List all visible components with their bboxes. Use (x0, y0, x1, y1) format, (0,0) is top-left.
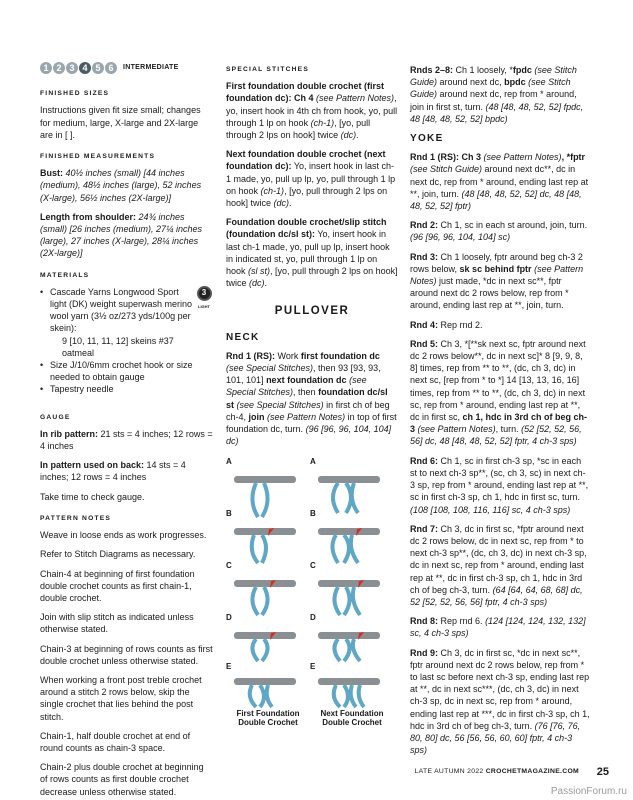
neck-rnds-2-8: Rnds 2–8: Ch 1 loosely, *fpdc (see Stitch Guide) around next dc, bpdc (see Stitch Guide) around next dc, rep from * around, join in first st, turn. (48 [48, 48, 52, 52] fpdc, 48 [48, 48, 52, 52] bpdc) (410, 65, 584, 124)
yoke-heading: YOKE (410, 133, 444, 145)
skill-dot: 5 (92, 62, 104, 74)
diagram-left-e (234, 678, 296, 707)
skill-dot: 1 (40, 62, 52, 74)
special-stitches-heading: SPECIAL STITCHES (226, 66, 309, 73)
diagram-letter: D (310, 613, 316, 623)
footer-issue: LATE AUTUMN 2022 CROCHETMAGAZINE.COM (414, 768, 579, 775)
skill-level (40, 62, 213, 74)
left-column (40, 64, 213, 800)
middle-column (226, 64, 398, 730)
diagram-letter: B (310, 509, 316, 519)
diagram-right-e (318, 678, 380, 707)
stitch-diagrams (226, 456, 398, 726)
length-measure: Length from shoulder: 24¾ inches (small) [26 inches (medium), 27¼ inches (large), 27 inches (X-large), 28¼ inches (2X-large)] (40, 211, 203, 259)
gauge-check: Take time to check gauge. (40, 491, 145, 502)
diagram-letter: C (226, 561, 232, 571)
yarn-weight-icon: 3 LIGHT (195, 286, 213, 310)
diagram-right-c (318, 580, 380, 615)
caption-next-foundation: Double Crochet (322, 718, 382, 727)
finished-sizes-text: Instructions given fit size small; changes for medium, large, X-large and 2X-large are in [ ]. (40, 105, 201, 140)
material-item: • Size J/10/6mm crochet hook or size needed to obtain gauge (40, 359, 193, 383)
bust-measure: Bust: 40½ inches (small) [44 inches (medium), 48½ inches (large), 52 inches (X-large), 56½ inches (2X-large)] (40, 168, 202, 203)
diagram-letter: A (310, 457, 316, 467)
finished-sizes-heading: FINISHED SIZES (40, 90, 110, 98)
yoke-rnd-2: Rnd 2: Ch 1, sc in each st around, join, turn. (96 [96, 96, 104, 104] sc) (410, 220, 588, 243)
material-item: • Tapestry needle (40, 383, 193, 395)
watermark: PassionForum.ru (550, 786, 627, 797)
diagram-left-c (234, 580, 296, 615)
pattern-note: Chain-1, half double crochet at end of round counts as chain-3 space. (40, 730, 191, 753)
special-stitch-2: Next foundation double crochet (next foundation dc): Yo, insert hook in last ch-1 made, yo, pull up lp, yo, pull through 1 lp on hook (ch-1), [yo, pull through 2 lps on hook] twice (dc). (226, 149, 396, 209)
gauge-heading: GAUGE (40, 413, 71, 421)
skill-dot: 2 (53, 62, 65, 74)
notes-heading: PATTERN NOTES (40, 514, 112, 522)
caption-next-foundation: Next Foundation (320, 709, 384, 719)
neck-heading: NECK (226, 331, 260, 343)
pattern-note: Chain-2 plus double crochet at beginning of rows counts as first double crochet decrease unless otherwise stated. (40, 762, 204, 797)
yoke-rnd-3: Rnd 3: Ch 1 loosely, fptr around beg ch-3 2 rows below, sk sc behind fptr (see Pattern Notes) just made, *dc in next sc**, fptr around next dc 2 rows below, rep from * around, ending last rep at **, join, turn. (410, 251, 584, 311)
special-stitch-1: First foundation double crochet (first foundation dc): Ch 4 (see Pattern Notes), yo, insert hook in 4th ch from hook, yo, pull through 1 lp on hook (ch-1), [yo, pull through 2 lps on hook] twice (dc). (226, 81, 398, 141)
pattern-note: Chain-3 at beginning of rows counts as first double crochet unless otherwise stated. (40, 643, 213, 666)
skill-dot: 6 (105, 62, 117, 74)
skill-dot-active: 4 (79, 62, 91, 74)
yoke-rnd-1: Rnd 1 (RS): Ch 3 (see Pattern Notes), *fptr (see Stitch Guide) around next dc**, dc in next dc, rep from * around, ending last rep at **, join, turn. (48 [48, 48, 52, 52] dc, 48 [48, 48, 52, 52] fptr) (410, 152, 589, 212)
gauge-rib: In rib pattern: 21 sts = 4 inches; 12 rows = 4 inches (40, 428, 213, 452)
skill-dot: 3 (66, 62, 78, 74)
measurements-heading: FINISHED MEASUREMENTS (40, 153, 156, 161)
yoke-rnd-7: Rnd 7: Ch 3, dc in first sc, *fptr around next dc 2 rows below, dc in next sc, rep from * to next ch-3 sp**, (dc, ch 3, dc) in next ch-3 sp, dc in next sc, rep from * around, ending last rep at **, dc in first ch-3 sp, ch 1, hdc in 3rd ch of beg ch-3, turn. (64 [64, 64, 68, 68] dc, 52 [52, 52, 56, 56] fptr, 4 ch-3 sps) (410, 523, 587, 607)
pattern-note: Join with slip stitch as indicated unless otherwise stated. (40, 612, 194, 635)
caption-first-foundation: Double Crochet (238, 718, 298, 727)
diagram-letter: E (226, 662, 232, 672)
gauge-back: In pattern used on back: 14 sts = 4 inches; 12 rows = 4 inches (40, 460, 186, 483)
yoke-rnd-8: Rnd 8: Rep rnd 6. (124 [124, 124, 132, 132] sc, 4 ch-3 sps) (410, 616, 586, 639)
special-stitch-3: Foundation double crochet/slip stitch (foundation dc/sl st): Yo, insert hook in last ch-1 made, yo, pull up lp, insert hook in indicated st, yo, pull through 1 lp on hook (sl st), [yo, pull through 2 lps on hook] twice (dc). (226, 217, 398, 289)
caption-first-foundation: First Foundation (236, 709, 300, 719)
pullover-title: PULLOVER (274, 305, 350, 318)
yoke-rnd-9: Rnd 9: Ch 3, dc in first sc, *dc in next sc**, fptr around next dc 2 rows below, rep from * to last sc before next ch-3 sp, ending last rep at **, dc in next sc***, (dc, ch 3, dc) in next ch-3 sp, dc in next sc, rep from * around, ending last rep at ***, dc in first ch-3 sp, ch 1, hdc in 3rd ch of beg ch-3, turn. (76 [76, 76, 80, 80] dc, 56 [56, 56, 60, 60] fptr, 4 ch-3 sps) (410, 647, 590, 756)
pattern-note: Weave in loose ends as work progresses. (40, 530, 207, 541)
yoke-rnd-4: Rnd 4: Rep rnd 2. (410, 319, 483, 330)
diagram-left-b (234, 528, 296, 563)
diagram-letter: E (310, 662, 316, 672)
materials-heading: MATERIALS (40, 271, 90, 279)
pattern-note: Chain-4 at beginning of first foundation double crochet counts as first chain-1, double crochet. (40, 568, 195, 603)
yoke-rnd-6: Rnd 6: Ch 1, sc in first ch-3 sp, *sc in each st to next ch-3 sp**, (sc, ch 3, sc) in next ch-3 sp, rep from * around, ending last rep at **, sc in first ch-3 sp, ch 1, hdc in first sc, turn. (108 [108, 108, 116, 116] sc, 4 ch-3 sps) (410, 455, 589, 515)
materials-list (40, 286, 213, 402)
diagram-letter: C (310, 561, 316, 571)
diagram-left-a (234, 476, 296, 517)
material-item-detail: 9 [10, 11, 11, 12] skeins #37 oatmeal (62, 335, 174, 358)
material-item: • Cascade Yarns Longwood Sport light (DK) weight superwash merino wool yarn (3½ oz/273 yds/100g per skein): (40, 286, 193, 335)
diagram-letter: D (226, 613, 232, 623)
diagram-letter: A (226, 457, 232, 467)
diagram-right-d (318, 632, 380, 661)
diagram-right-b (318, 528, 380, 563)
skill-label: INTERMEDIATE (123, 64, 179, 71)
yoke-rnd-5: Rnd 5: Ch 3, *[**sk next sc, fptr around next dc 2 rows below**, dc in next sc]* 8 [9, 9, 8, 8] times, rep from ** to **, (dc, ch 3, dc) in next sc, [rep from * to *] 14 [13, 13, 16, 16] times, rep from ** to **, (dc, ch 3, dc) in next sc, rep from * around, ending last rep at **, dc in first sc, ch 1, hdc in 3rd ch of beg ch-3 (see Pattern Notes), turn. (52 [52, 52, 56, 56] dc, 48 [48, 48, 52, 52] fptr, 4 ch-3 sps) (410, 338, 588, 447)
pattern-note: Refer to Stitch Diagrams as necessary. (40, 549, 196, 560)
diagram-right-a (318, 476, 380, 513)
pattern-note: When working a front post treble crochet around a stitch 2 rows below, skip the single crochet that lies behind the post stitch. (40, 674, 202, 722)
right-column (410, 64, 590, 763)
page-number: 25 (596, 766, 609, 778)
diagram-letter: B (226, 509, 232, 519)
neck-rnd-1: Rnd 1 (RS): Work first foundation dc (see Special Stitches), then 93 [93, 93, 101, 101] next foundation dc (see Special Stitches), then foundation dc/sl st (see Special Stitches) in first ch of beg ch-4, join (see Pattern Notes) in top of first foundation dc, turn. (96 [96, 96, 104, 104] dc) (226, 350, 397, 447)
diagram-left-d (234, 632, 296, 661)
crochet-illustrations (234, 476, 380, 707)
